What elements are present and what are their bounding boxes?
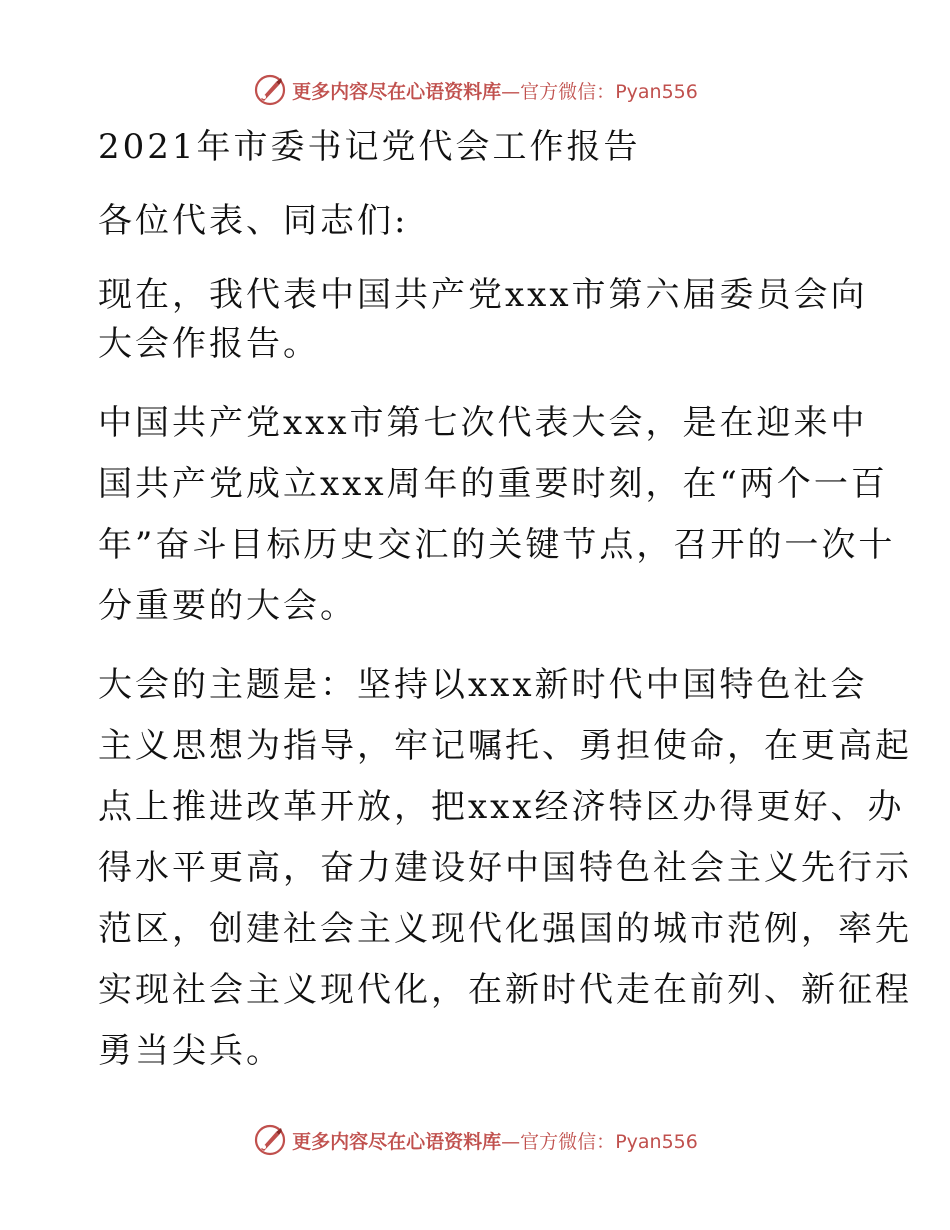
paragraph-line: 实现社会主义现代化，在新时代走在前列、新征程 [98, 970, 912, 1010]
paragraph-1 [98, 268, 868, 371]
paragraph-line: 范区，创建社会主义现代化强国的城市范例，率先 [98, 909, 912, 949]
quill-logo-icon [252, 72, 288, 108]
paragraph-line: 国共产党成立xxx周年的重要时刻，在“两个一百 [98, 464, 888, 504]
document-title: 2021年市委书记党代会工作报告 [98, 127, 641, 167]
watermark-lead: 更多内容尽在心语资料库 [292, 1130, 502, 1153]
watermark-rest: 官方微信： [520, 80, 616, 103]
document-body [98, 120, 912, 1078]
paragraph-line: 现在，我代表中国共产党xxx市第六届委员会向 [98, 275, 868, 315]
paragraph-line: 主义思想为指导，牢记嘱托、勇担使命，在更高起 [98, 726, 912, 766]
salutation: 各位代表、同志们: [98, 201, 409, 241]
paragraph-line: 得水平更高，奋力建设好中国特色社会主义先行示 [98, 848, 912, 888]
paragraph-line: 分重要的大会。 [98, 586, 357, 626]
paragraph-line: 大会的主题是：坚持以xxx新时代中国特色社会 [98, 665, 868, 705]
paragraph-line: 勇当尖兵。 [98, 1031, 283, 1071]
watermark-rest: 官方微信： [520, 1130, 616, 1153]
watermark-account: Pyan556 [615, 1130, 698, 1153]
paragraph-line: 年”奋斗目标历史交汇的关键节点，召开的一次十 [98, 525, 896, 565]
watermark-account: Pyan556 [615, 80, 698, 103]
watermark-dash: — [501, 80, 521, 103]
watermark-lead: 更多内容尽在心语资料库 [292, 80, 502, 103]
paragraph-2 [98, 396, 896, 633]
paragraph-3 [98, 658, 912, 1078]
quill-logo-icon [252, 1122, 288, 1158]
paragraph-line: 点上推进改革开放，把xxx经济特区办得更好、办 [98, 787, 905, 827]
footer-watermark [0, 1120, 950, 1160]
header-watermark [0, 70, 950, 110]
paragraph-line: 中国共产党xxx市第七次代表大会，是在迎来中 [98, 403, 868, 443]
watermark-dash: — [501, 1130, 521, 1153]
paragraph-line: 大会作报告。 [98, 324, 320, 364]
